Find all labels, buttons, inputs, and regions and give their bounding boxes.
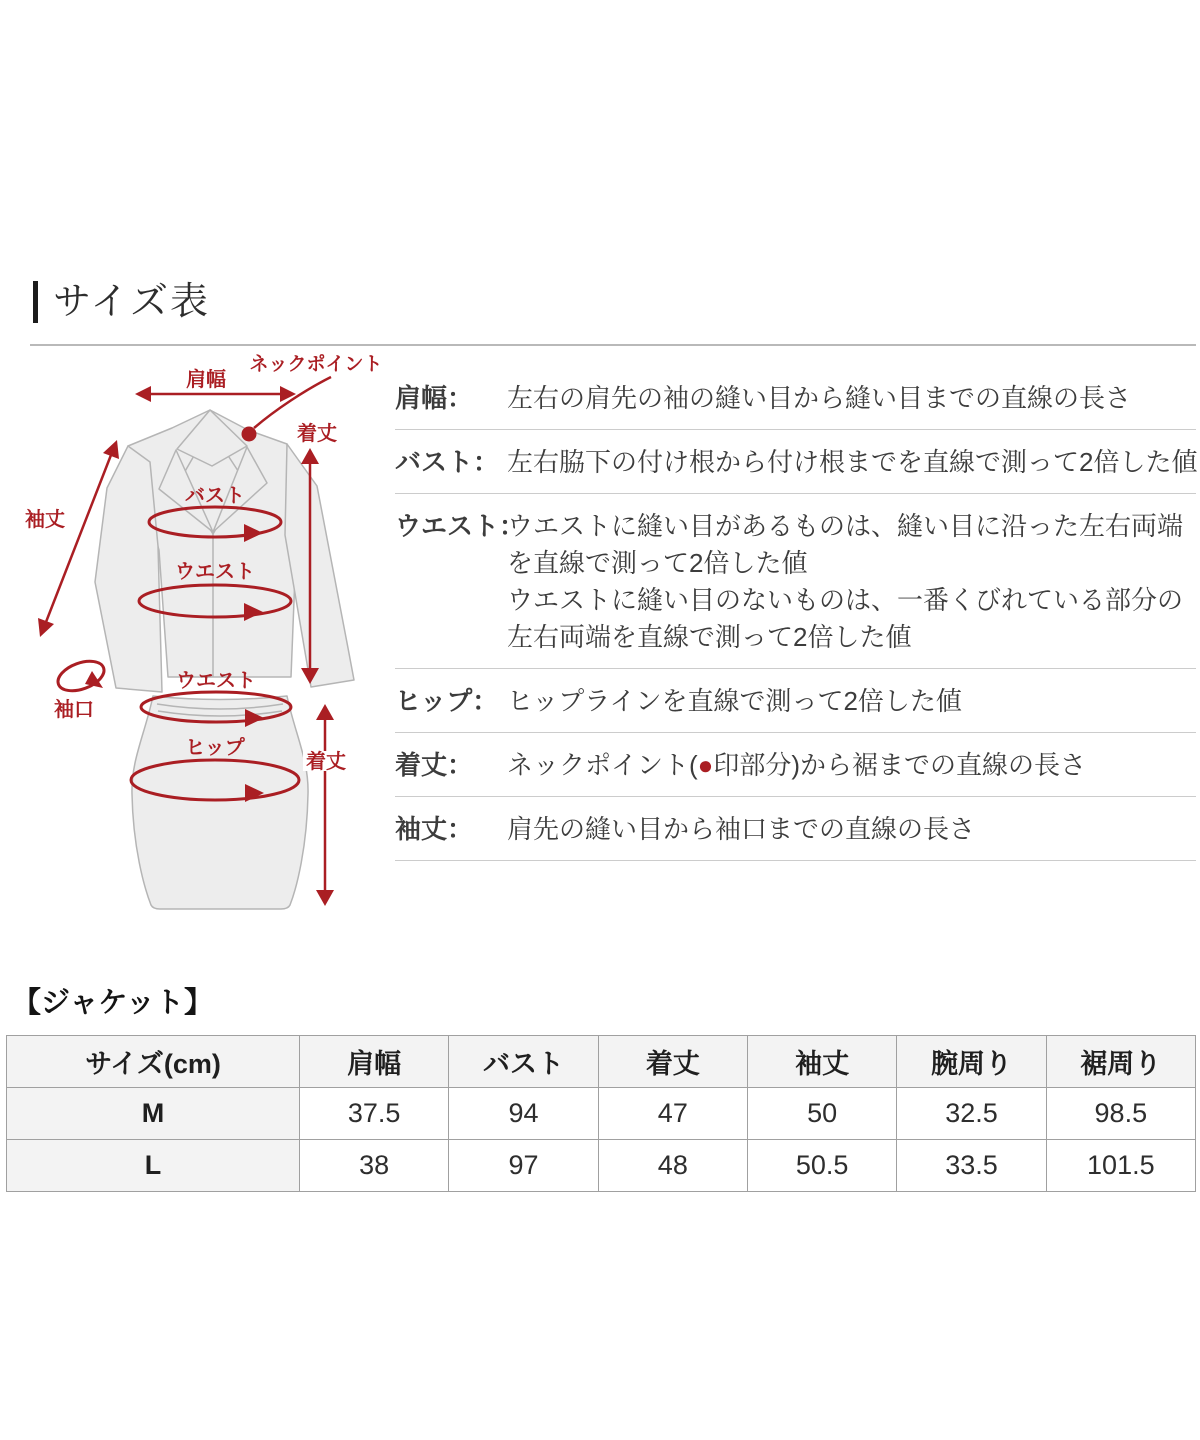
jacket-waist-label: ウエスト: [175, 561, 255, 583]
measurement-diagram: [10, 350, 395, 940]
page-title: サイズ表: [53, 281, 210, 323]
bust-label: バスト: [185, 485, 245, 507]
definition-term: 着丈：: [395, 750, 474, 780]
table-header-cell: 腕周り: [897, 1036, 1046, 1088]
definition-row-length: [395, 733, 1196, 797]
table-header-cell: バスト: [449, 1036, 598, 1088]
definition-row-sleeve: [395, 797, 1196, 861]
neck-point-leader-line: [254, 377, 331, 428]
definition-row-shoulder: [395, 366, 1196, 430]
skirt-outline: [132, 696, 308, 909]
table-cell: 98.5: [1046, 1088, 1195, 1140]
definition-text: 左右の肩先の袖の縫い目から縫い目までの直線の長さ: [507, 383, 1132, 413]
table-header-cell: 肩幅: [300, 1036, 449, 1088]
table-cell: 33.5: [897, 1140, 1046, 1192]
title-divider: [30, 344, 1196, 346]
skirt-length-label: 着丈: [306, 751, 346, 773]
table-header-cell: 裾周り: [1046, 1036, 1195, 1088]
definition-text: 左右両端を直線で測って2倍した値: [507, 622, 912, 652]
table-cell: 38: [300, 1140, 449, 1192]
definition-term: ウエスト：: [395, 511, 526, 541]
hip-label: ヒップ: [185, 737, 245, 759]
table-header-cell: 着丈: [598, 1036, 747, 1088]
cuff-label: 袖口: [54, 699, 94, 721]
table-header-cell: 袖丈: [747, 1036, 896, 1088]
table-cell: 50.5: [747, 1140, 896, 1192]
definition-term: バスト：: [395, 447, 500, 477]
table-cell: 32.5: [897, 1088, 1046, 1140]
shoulder-width-label: 肩幅: [186, 369, 226, 391]
skirt-length-arrow: [316, 704, 334, 906]
definition-term: ヒップ：: [395, 686, 499, 716]
neck-point-label: ネックポイント: [249, 354, 383, 375]
definition-term: 袖丈：: [395, 814, 474, 844]
measurement-definitions: [395, 366, 1196, 861]
definition-text: ヒップラインを直線で測って2倍した値: [507, 686, 962, 716]
definition-row-waist: [395, 494, 1196, 669]
sleeve-length-label: 袖丈: [25, 509, 65, 531]
definition-text: 左右脇下の付け根から付け根までを直線で測って2倍した値: [507, 447, 1198, 477]
page-title-block: [33, 281, 210, 323]
definition-text: を直線で測って2倍した値: [507, 548, 808, 578]
jacket-size-table: [6, 1035, 1196, 1192]
cuff-measure-ellipse: [54, 656, 108, 697]
neck-point-dot-glyph: ●: [697, 750, 714, 780]
table-cell: 97: [449, 1140, 598, 1192]
definition-term: 肩幅：: [395, 383, 474, 413]
table-cell: 47: [598, 1088, 747, 1140]
table-cell: 48: [598, 1140, 747, 1192]
definition-text: ウエストに縫い目があるものは、縫い目に沿った左右両端: [507, 511, 1184, 541]
jacket-length-label: 着丈: [297, 423, 337, 445]
definition-text: 肩先の縫い目から袖口までの直線の長さ: [507, 814, 976, 844]
table-cell: 37.5: [300, 1088, 449, 1140]
definition-row-bust: [395, 430, 1196, 494]
size-cell: M: [7, 1088, 300, 1140]
definition-text: [507, 747, 1196, 784]
table-cell: 50: [747, 1088, 896, 1140]
definition-text-suffix: 印部分)から裾までの直線の長さ: [713, 750, 1087, 780]
jacket-outline: [95, 410, 354, 692]
definition-row-hip: [395, 669, 1196, 733]
jacket-section-header: 【ジャケット】: [12, 987, 213, 1019]
table-row-m: [7, 1088, 1196, 1140]
definition-text: ウエストに縫い目のないものは、一番くびれている部分の: [507, 585, 1184, 615]
definition-text-prefix: ネックポイント(: [507, 750, 698, 780]
table-cell: 101.5: [1046, 1140, 1195, 1192]
table-header-cell: サイズ(cm): [7, 1036, 300, 1088]
table-header-row: [7, 1036, 1196, 1088]
neck-point-dot: [242, 427, 257, 442]
title-accent-bar: [33, 281, 38, 323]
table-cell: 94: [449, 1088, 598, 1140]
table-row-l: [7, 1140, 1196, 1192]
size-cell: L: [7, 1140, 300, 1192]
skirt-waist-label: ウエスト: [176, 670, 256, 692]
